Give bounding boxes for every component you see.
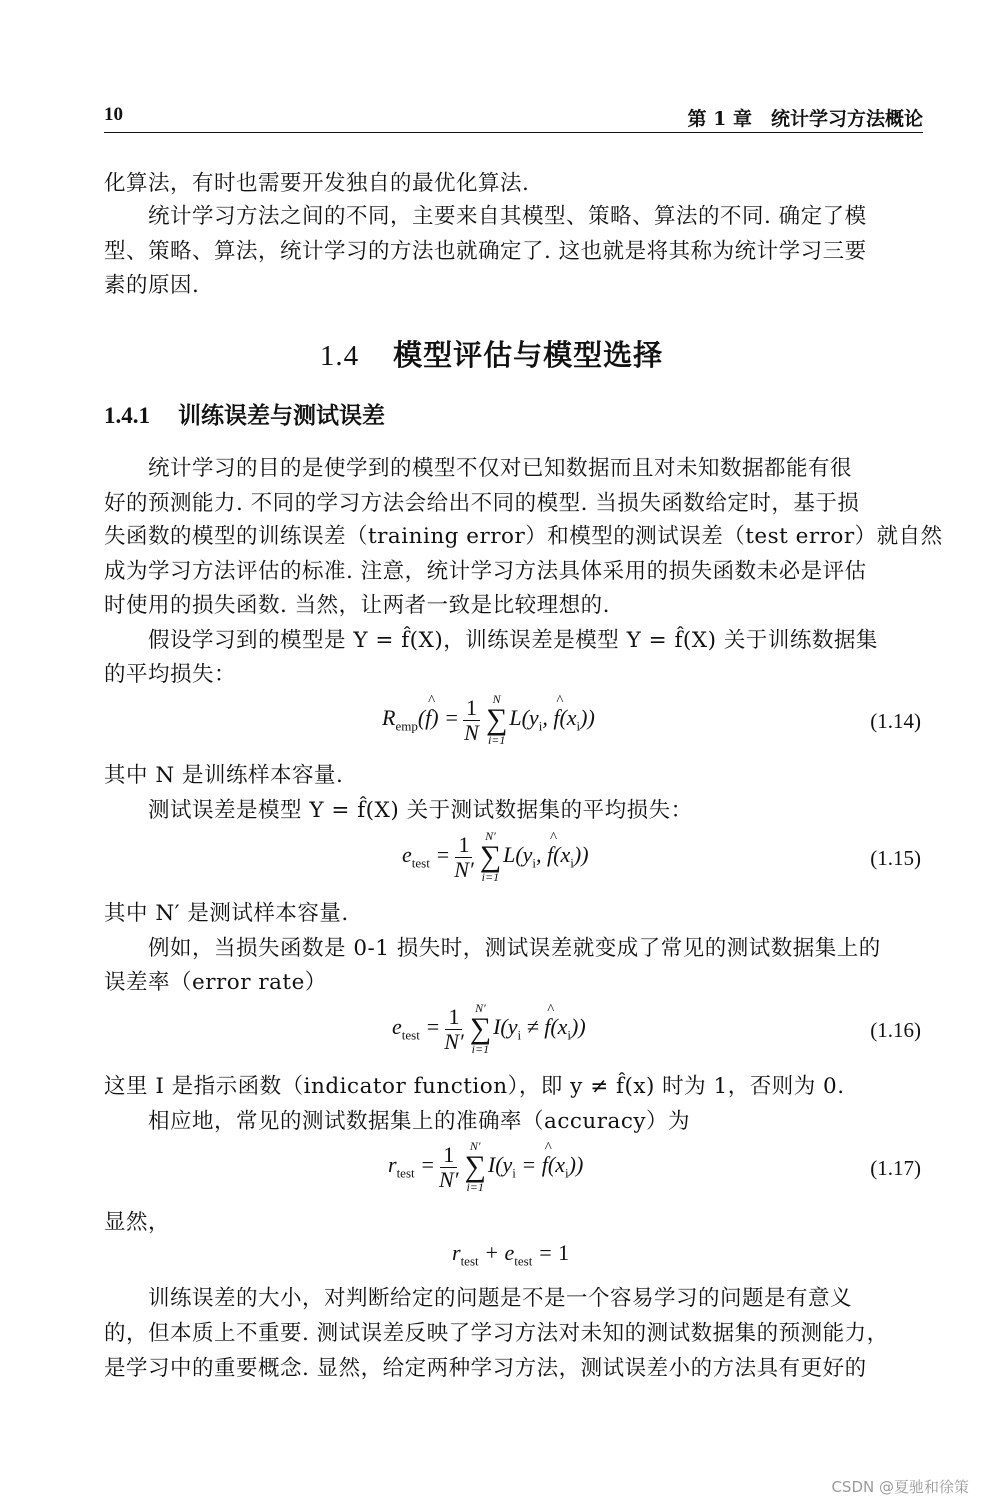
subsection-number: 1.4.1 bbox=[104, 403, 150, 428]
chapter-title: 第 1 章 统计学习方法概论 bbox=[687, 108, 923, 130]
fraction: $\frac{1}{N'}$ bbox=[438, 1141, 459, 1192]
paragraph-line: 训练误差的大小，对判断给定的问题是不是一个容易学习的问题是有意义 bbox=[148, 1286, 853, 1311]
equation-1-16 bbox=[0, 1002, 983, 1062]
paragraph-line: 的，但本质上不重要. 测试误差反映了学习方法对未知的测试数据集的预测能力， bbox=[104, 1321, 889, 1346]
equation-body: $r_{test}$ = $\frac{1}{N'}$ N′ ∑ i=1 $I(y_i$ = ^ $f(x_i)$) bbox=[388, 1140, 583, 1194]
summation: N′ ∑ i=1 bbox=[469, 1001, 492, 1056]
running-header bbox=[104, 104, 923, 133]
paragraph-line: 统计学习的目的是使学到的模型不仅对已知数据而且对未知数据都能有很 bbox=[148, 456, 853, 481]
paragraph-line: 好的预测能力. 不同的学习方法会给出不同的模型. 当损失函数给定时，基于损 bbox=[104, 491, 860, 516]
fraction: $\frac{1}{N}$ bbox=[464, 694, 479, 745]
paragraph-line: 化算法，有时也需要开发独自的最优化算法. bbox=[104, 171, 530, 196]
paragraph-line: 这里 I 是指示函数（indicator function），即 y ≠ f̂(x) 时为 1，否则为 0. bbox=[104, 1074, 845, 1099]
paragraph-line: 统计学习方法之间的不同，主要来自其模型、策略、算法的不同. 确定了模 bbox=[148, 204, 867, 229]
summation: N ∑ i=1 bbox=[485, 692, 508, 747]
subsection-heading bbox=[104, 397, 385, 430]
paragraph-line: 相应地，常见的测试数据集上的准确率（accuracy）为 bbox=[148, 1109, 691, 1134]
equation-sum-identity bbox=[0, 1240, 983, 1274]
page-number: 10 bbox=[104, 104, 123, 125]
summation: N′ ∑ i=1 bbox=[464, 1139, 486, 1194]
fraction: $\frac{1}{N'}$ bbox=[454, 831, 474, 882]
paragraph-line: 测试误差是模型 Y = f̂(X) 关于测试数据集的平均损失： bbox=[148, 798, 693, 823]
equation-1-17 bbox=[0, 1140, 983, 1200]
paragraph-line: 时使用的损失函数. 当然，让两者一致是比较理想的. bbox=[104, 593, 611, 618]
summation: N′ ∑ i=1 bbox=[479, 829, 502, 884]
equation-1-15 bbox=[0, 830, 983, 890]
fraction: $\frac{1}{N'}$ bbox=[444, 1003, 464, 1054]
paragraph-line: 其中 N′ 是测试样本容量. bbox=[104, 901, 349, 926]
equation-number: (1.15) bbox=[870, 846, 921, 870]
paragraph-line: 的平均损失： bbox=[104, 662, 237, 687]
subsection-title: 训练误差与测试误差 bbox=[178, 402, 385, 429]
equation-body: $R_{emp}(\^{}$ f) = $\frac{1}{N}$ N ∑ i=1 $L(y_i$, ^ $f(x_i)$) bbox=[382, 693, 595, 747]
equation-number: (1.14) bbox=[870, 709, 921, 733]
paragraph-line: 是学习中的重要概念. 显然，给定两种学习方法，测试误差小的方法具有更好的 bbox=[104, 1356, 867, 1381]
section-number: 1.4 bbox=[319, 340, 360, 372]
paragraph-line: 其中 N 是训练样本容量. bbox=[104, 763, 344, 788]
equation-body: $e_{test}$ = $\frac{1}{N'}$ N′ ∑ i=1 $I(y_i$ ≠ ^ $f(x_i)$) bbox=[392, 1002, 586, 1056]
paragraph-line: 成为学习方法评估的标准. 注意，统计学习方法具体采用的损失函数未必是评估 bbox=[104, 559, 867, 584]
equation-number: (1.16) bbox=[870, 1018, 921, 1042]
equation-1-14 bbox=[0, 693, 983, 753]
paragraph-line: 例如，当损失函数是 0-1 损失时，测试误差就变成了常见的测试数据集上的 bbox=[148, 936, 881, 961]
section-title: 模型评估与模型选择 bbox=[393, 338, 664, 372]
paragraph-line: 素的原因. bbox=[104, 273, 200, 298]
section-heading bbox=[0, 333, 983, 374]
paragraph-line: 误差率（error rate） bbox=[104, 970, 327, 995]
csdn-watermark: CSDN @夏驰和徐策 bbox=[831, 1478, 969, 1496]
paragraph-line: 型、策略、算法，统计学习的方法也就确定了. 这也就是将其称为统计学习三要 bbox=[104, 239, 867, 264]
equation-body: $e_{test}$ = $\frac{1}{N'}$ N′ ∑ i=1 $L(y_i$, ^ $f(x_i)$) bbox=[402, 830, 589, 884]
paragraph-line: 显然， bbox=[104, 1210, 171, 1235]
paragraph-line: 失函数的模型的训练误差（training error）和模型的测试误差（test error）就自然 bbox=[104, 524, 943, 549]
equation-body: $r_{test} + e_{test} = 1$ bbox=[452, 1240, 570, 1269]
equation-number: (1.17) bbox=[870, 1156, 921, 1180]
paragraph-line: 假设学习到的模型是 Y = f̂(X)，训练误差是模型 Y = f̂(X) 关于训练数据集 bbox=[148, 628, 878, 653]
